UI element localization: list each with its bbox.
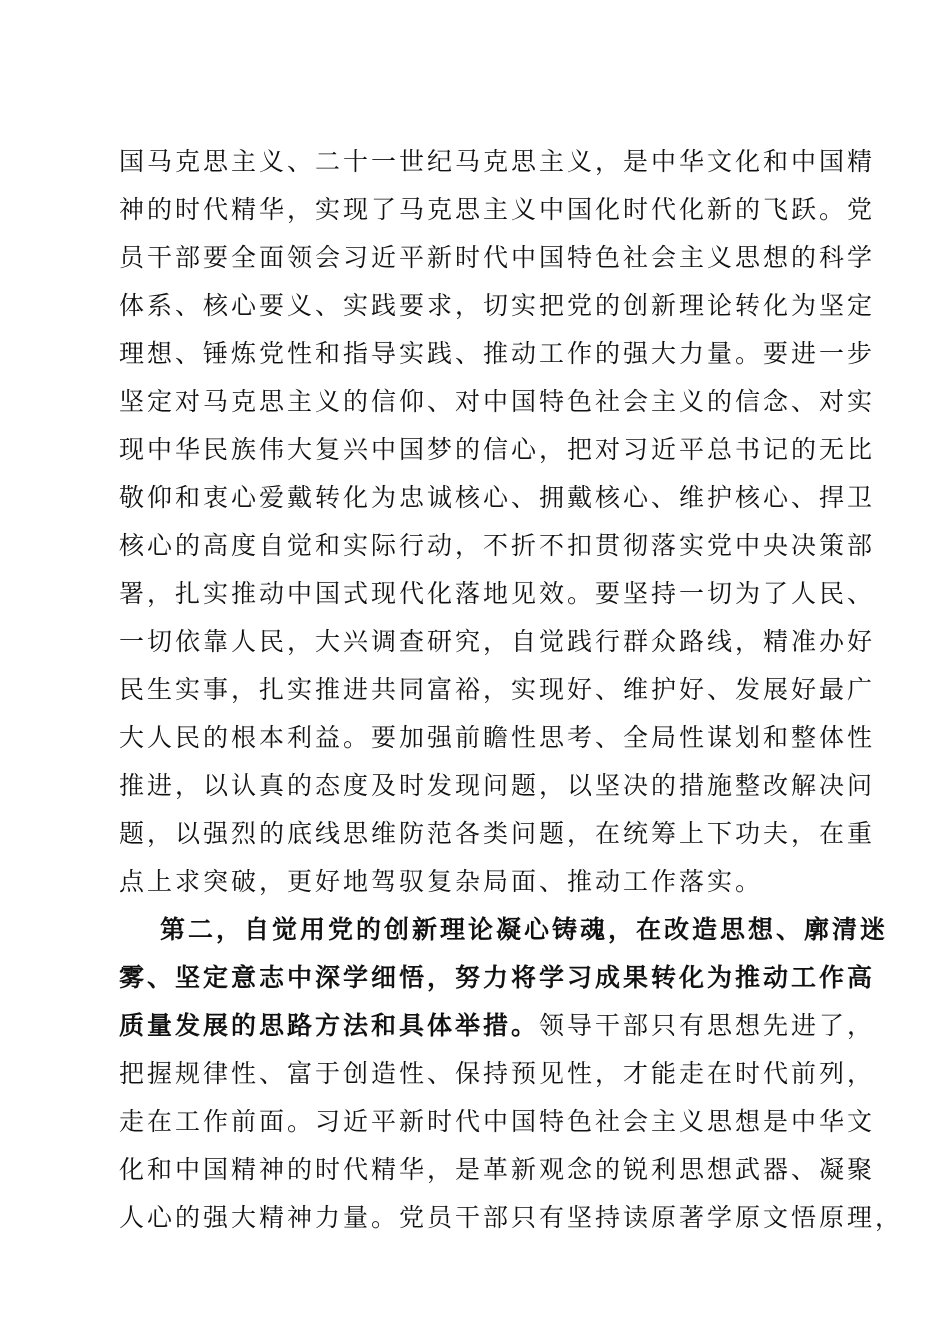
paragraph-line: 走在工作前面。习近平新时代中国特色社会主义思想是中华文 [119, 1107, 876, 1136]
paragraph-heading-line: 雾、坚定意志中深学细悟，努力将学习成果转化为推动工作高 [119, 963, 876, 992]
paragraph-line: 把握规律性、富于创造性、保持预见性，才能走在时代前列， [119, 1059, 876, 1088]
paragraph-line: 敬仰和衷心爱戴转化为忠诚核心、拥戴核心、维护核心、捍卫 [119, 483, 876, 512]
paragraph-line: 核心的高度自觉和实际行动，不折不扣贯彻落实党中央决策部 [119, 531, 876, 560]
paragraph-line: 大人民的根本利益。要加强前瞻性思考、全局性谋划和整体性 [119, 723, 876, 752]
paragraph-line: 国马克思主义、二十一世纪马克思主义，是中华文化和中国精 [119, 147, 876, 176]
paragraph-line: 员干部要全面领会习近平新时代中国特色社会主义思想的科学 [119, 243, 876, 272]
paragraph-line: 神的时代精华，实现了马克思主义中国化时代化新的飞跃。党 [119, 195, 876, 224]
paragraph-line: 民生实事，扎实推进共同富裕，实现好、维护好、发展好最广 [119, 675, 876, 704]
paragraph-line: 坚定对马克思主义的信仰、对中国特色社会主义的信念、对实 [119, 387, 876, 416]
paragraph-line: 一切依靠人民，大兴调查研究，自觉践行群众路线，精准办好 [119, 627, 876, 656]
paragraph-line: 题，以强烈的底线思维防范各类问题，在统筹上下功夫，在重 [119, 819, 876, 848]
paragraph-line: 体系、核心要义、实践要求，切实把党的创新理论转化为坚定 [119, 291, 876, 320]
paragraph-line: 现中华民族伟大复兴中国梦的信心，把对习近平总书记的无比 [119, 435, 876, 464]
paragraph-mixed-line [119, 1006, 875, 1046]
paragraph-text-start: 领导干部只有思想先进了， [539, 1011, 876, 1040]
paragraph-line: 署，扎实推动中国式现代化落地见效。要坚持一切为了人民、 [119, 579, 876, 608]
paragraph-line: 化和中国精神的时代精华，是革新观念的锐利思想武器、凝聚 [119, 1155, 876, 1184]
paragraph-line: 推进，以认真的态度及时发现问题，以坚决的措施整改解决问 [119, 771, 876, 800]
paragraph-line: 理想、锤炼党性和指导实践、推动工作的强大力量。要进一步 [119, 339, 876, 368]
paragraph-heading-end: 质量发展的思路方法和具体举措。 [119, 1011, 540, 1040]
paragraph-line: 人心的强大精神力量。党员干部只有坚持读原著学原文悟原理， [119, 1203, 904, 1232]
paragraph-line: 点上求突破，更好地驾驭复杂局面、推动工作落实。 [119, 867, 764, 896]
paragraph-heading-line: 第二，自觉用党的创新理论凝心铸魂，在改造思想、廓清迷 [160, 915, 889, 944]
